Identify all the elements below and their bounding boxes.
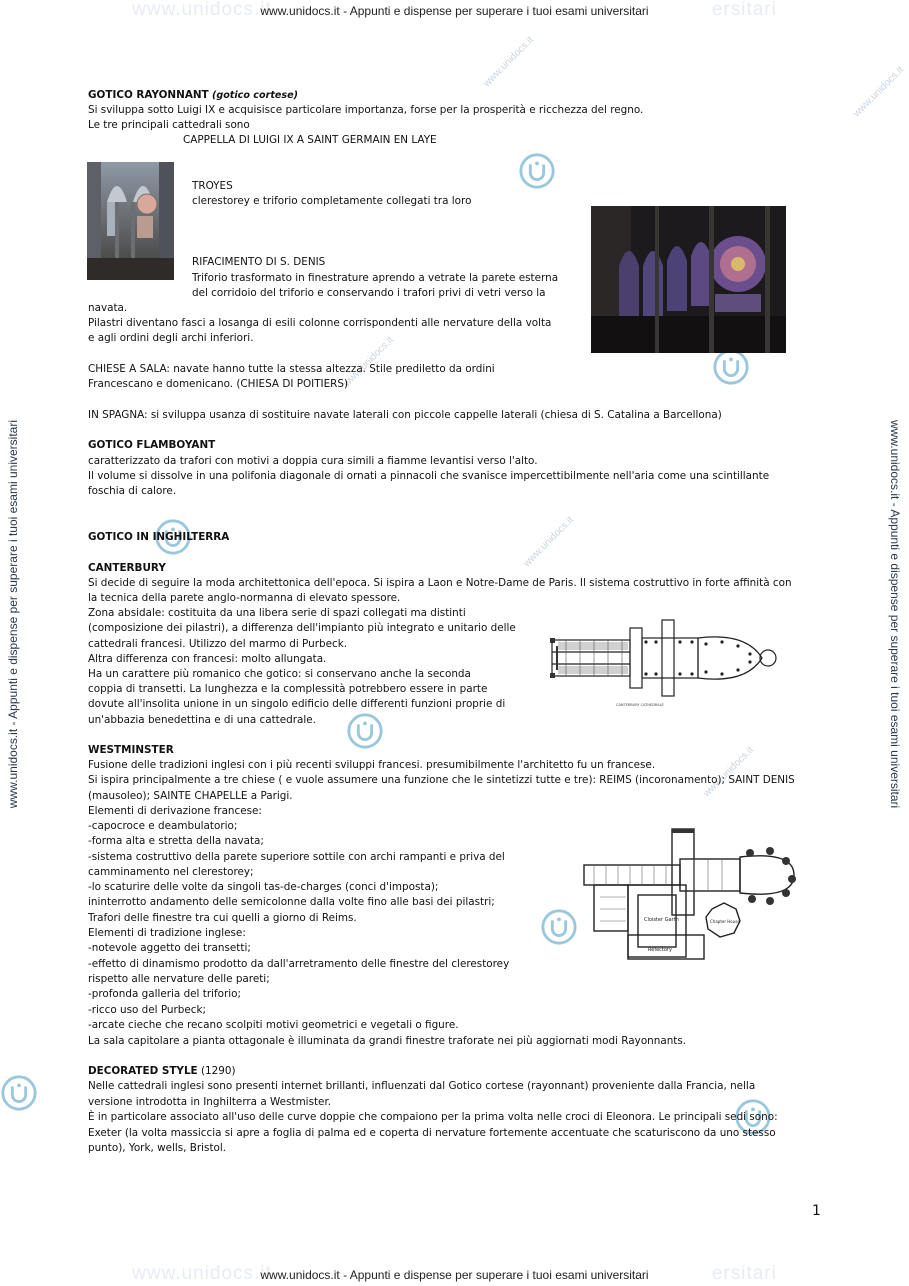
paragraph-line: Altra differenza con francesi: molto allungata. xyxy=(88,653,327,665)
troyes-interior-photo xyxy=(87,162,174,280)
watermark-diagonal: www.unidocs.it xyxy=(481,34,536,90)
paragraph-line: IN SPAGNA: si sviluppa usanza di sostituire navate laterali con piccole cappelle laterali (chiesa di S. Catalina a Barcellona) xyxy=(88,409,722,421)
paragraph-line: Si ispira principalmente a tre chiese ( e vuole assumere una funzione che le sintetizzi tutte e tre): REIMS (incoronamento); SAINT DENIS xyxy=(88,774,795,786)
heading-flamboyant: GOTICO FLAMBOYANT xyxy=(88,439,216,451)
watermark-ghost-bottom: www.unidocs.it ersitari xyxy=(132,1263,777,1284)
paragraph-line: -profonda galleria del triforio; xyxy=(88,988,242,1000)
unidocs-logo-icon xyxy=(346,712,384,750)
plan-label-refectory: Refectory xyxy=(648,947,672,953)
paragraph-line: È in particolare associato all'uso delle curve doppie che compaiono per la prima volta nelle croci di Eleonora. Le principali sedi sono: xyxy=(88,1111,778,1123)
unidocs-logo-icon xyxy=(0,1074,38,1112)
paragraph-line: Elementi di tradizione inglese: xyxy=(88,927,246,939)
paragraph-line: dovute all'insolita unione in un singolo edificio delle differenti funzioni proprie di xyxy=(88,698,506,710)
paragraph-line: -sistema costruttivo della parete superiore sottile con archi rampanti e priva del xyxy=(88,851,505,863)
paragraph-line: del corridoio del triforio e conservando i trafori privi di vetri verso la xyxy=(192,287,546,299)
paragraph-line: Le tre principali cattedrali sono xyxy=(88,119,250,131)
watermark-side-right: www.unidocs.it - Appunti e dispense per superare i tuoi esami universitari xyxy=(888,420,902,809)
paragraph-line: foschia di calore. xyxy=(88,485,177,497)
paragraph-line: navata. xyxy=(88,302,128,314)
watermark-diagonal: www.unidocs.it xyxy=(341,334,396,390)
paragraph-line: caratterizzato da trafori con motivi a doppia cura simili a fiamme levantisi verso l'alto. xyxy=(88,455,538,467)
paragraph-line: -forma alta e stretta della navata; xyxy=(88,835,264,847)
paragraph-line: Zona absidale: costituita da una libera serie di spazi collegati ma distinti xyxy=(88,607,466,619)
paragraph-line: Si decide di seguire la moda architettonica dell'epoca. Si ispira a Laon e Notre-Dame de Paris. Il sistema costruttivo in forte affinità con xyxy=(88,577,792,589)
page-number: 1 xyxy=(812,1203,821,1219)
paragraph-line: Elementi di derivazione francese: xyxy=(88,805,262,817)
paragraph-line: camminamento nel clerestorey; xyxy=(88,866,254,878)
paragraph-line: -lo scaturire delle volte da singoli tas-de-charges (conci d'imposta); xyxy=(88,881,439,893)
paragraph-line: Trafori delle finestre tra cui quelli a giorno di Reims. xyxy=(88,912,357,924)
plan-caption: CANTERBURY CATHEDRALE xyxy=(616,703,664,707)
paragraph-line: CHIESE A SALA: navate hanno tutte la stessa altezza. Stile prediletto da ordini xyxy=(88,363,495,375)
heading-inghilterra: GOTICO IN INGHILTERRA xyxy=(88,531,230,543)
subheading-troyes: TROYES xyxy=(192,180,233,192)
paragraph-line: Francescano e domenicano. (CHIESA DI POITIERS) xyxy=(88,378,349,390)
heading-decorated: DECORATED STYLE (1290) xyxy=(88,1065,236,1077)
paragraph-line: cattedrali francesi. Utilizzo del marmo di Purbeck. xyxy=(88,638,348,650)
westminster-floor-plan xyxy=(580,823,802,965)
watermark-bottom: www.unidocs.it - Appunti e dispense per superare i tuoi esami universitari xyxy=(260,1268,649,1282)
subheading-denis: RIFACIMENTO DI S. DENIS xyxy=(192,256,326,268)
paragraph-line: Pilastri diventano fasci a losanga di esili colonne corrispondenti alle nervature della volta xyxy=(88,317,552,329)
watermark-top: www.unidocs.it - Appunti e dispense per superare i tuoi esami universitari xyxy=(260,4,649,18)
saint-denis-interior-photo xyxy=(591,206,786,353)
unidocs-logo-icon xyxy=(518,152,556,190)
heading-canterbury: CANTERBURY xyxy=(88,562,166,574)
paragraph-line: Si sviluppa sotto Luigi IX e acquisisce particolare importanza, forse per la prosperità e ricchezza del regno. xyxy=(88,104,644,116)
heading-rayonnant: GOTICO RAYONNANT (gotico cortese) xyxy=(88,89,299,101)
paragraph-line: -ricco uso del Purbeck; xyxy=(88,1004,206,1016)
paragraph-line: -arcate cieche che recano scolpiti motivi geometrici e vegetali o figure. xyxy=(88,1019,459,1031)
watermark-diagonal: www.unidocs.it xyxy=(521,514,576,570)
paragraph-line: Il volume si dissolve in una polifonia diagonale di ornati a pinnacoli che svanisce impercettibilmente nell'aria come una scintillante xyxy=(88,470,770,482)
watermark-diagonal: www.unidocs.it xyxy=(851,64,906,120)
paragraph-line: punto), York, wells, Bristol. xyxy=(88,1142,227,1154)
paragraph-line: -capocroce e deambulatorio; xyxy=(88,820,238,832)
paragraph-line: e agli ordini degli archi inferiori. xyxy=(88,332,254,344)
paragraph-line: Fusione delle tradizioni inglesi con i più recenti sviluppi francesi. presumibilmente l'architetto fu un francese. xyxy=(88,759,656,771)
paragraph-line: Nelle cattedrali inglesi sono presenti internet brillanti, influenzati dal Gotico cortese (rayonnant) proveniente dalla Francia, nella xyxy=(88,1080,756,1092)
paragraph-line: -effetto di dinamismo prodotto da dall'arretramento delle finestre del clerestorey xyxy=(88,958,510,970)
paragraph-line: (composizione dei pilastri), a differenza dell'impianto più integrato e unitario delle xyxy=(88,622,516,634)
paragraph-line: Ha un carattere più romanico che gotico: si conservano anche la seconda xyxy=(88,668,471,680)
plan-label-chapter: Chapter House xyxy=(710,919,740,924)
unidocs-logo-icon xyxy=(540,908,578,946)
watermark-side-left: www.unidocs.it - Appunti e dispense per superare i tuoi esami universitari xyxy=(6,420,20,809)
heading-westminster: WESTMINSTER xyxy=(88,744,174,756)
paragraph-line: clerestorey e triforio completamente collegati tra loro xyxy=(192,195,472,207)
watermark-ghost-top: www.unidocs.it ersitari xyxy=(132,0,777,20)
watermark-diagonal: www.unidocs.it xyxy=(701,744,756,800)
paragraph-line: versione introdotta in Inghilterra a Westmister. xyxy=(88,1096,332,1108)
paragraph-line: Exeter (la volta massiccia si apre a foglia di palma ed e coperta di nervature fortemente accentuate che scaturiscono da uno stesso xyxy=(88,1127,776,1139)
paragraph-line: coppia di transetti. La lunghezza e la complessità potrebbero essere in parte xyxy=(88,683,488,695)
paragraph-line: (mausoleo); SAINTE CHAPELLE a Parigi. xyxy=(88,790,293,802)
subheading-cappella: CAPPELLA DI LUIGI IX A SAINT GERMAIN EN LAYE xyxy=(183,134,437,146)
paragraph-line: rispetto alle nervature delle pareti; xyxy=(88,973,270,985)
canterbury-floor-plan xyxy=(546,612,782,710)
paragraph-line: -notevole aggetto dei transetti; xyxy=(88,942,251,954)
paragraph-line: la tecnica della parete anglo-normanna di elevato spessore. xyxy=(88,592,401,604)
paragraph-line: ininterrotto andamento delle semicolonne dalla volte fino alle basi dei pilastri; xyxy=(88,896,495,908)
plan-label-cloister: Cloister Garth xyxy=(644,917,679,923)
paragraph-line: Triforio trasformato in finestrature aprendo a vetrate la parete esterna xyxy=(192,272,559,284)
unidocs-logo-icon xyxy=(712,348,750,386)
paragraph-line: un'abbazia benedettina e di una cattedrale. xyxy=(88,714,316,726)
paragraph-line: La sala capitolare a pianta ottagonale è illuminata da grandi finestre traforate nei più aggiornati modi Rayonnants. xyxy=(88,1035,687,1047)
